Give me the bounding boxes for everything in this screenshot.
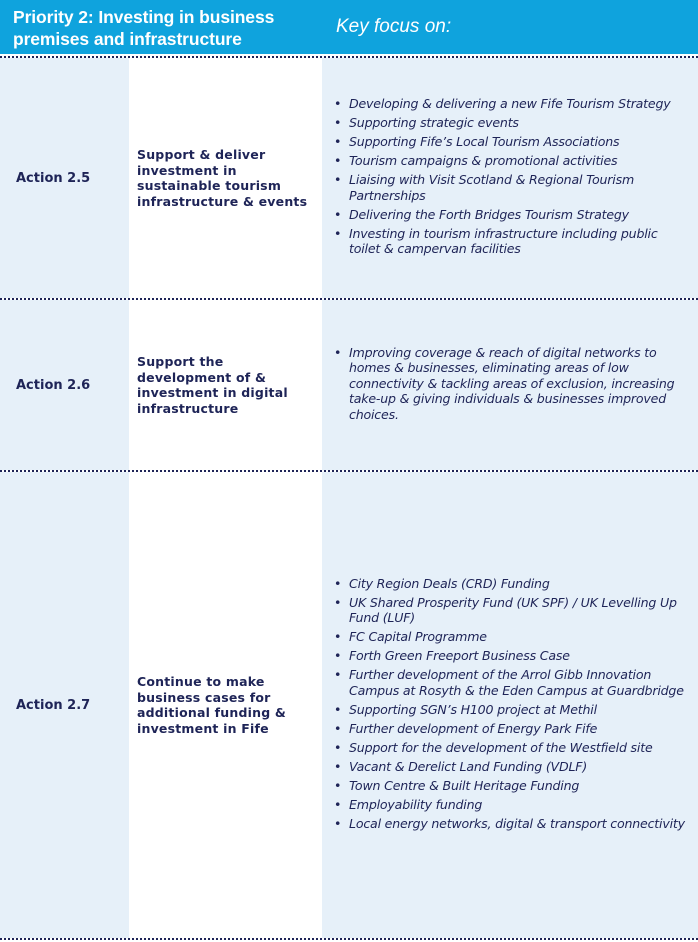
focus-item: • Local energy networks, digital & transport connectivity — [349, 816, 688, 832]
focus-item: • UK Shared Prosperity Fund (UK SPF) / UK Levelling Up Fund (LUF) — [349, 595, 688, 626]
focus-cell — [322, 58, 698, 298]
priority-title: Priority 2: Investing in business premises and infrastructure — [13, 7, 275, 49]
focus-item: • Further development of the Arrol Gibb Innovation Campus at Rosyth & the Eden Campus at Guardbridge — [349, 667, 688, 698]
action-label: Action 2.6 — [16, 377, 91, 393]
action-label: Action 2.7 — [16, 697, 91, 713]
action-description-cell — [129, 58, 322, 298]
focus-item: • Liaising with Visit Scotland & Regional Tourism Partnerships — [349, 172, 688, 203]
focus-list — [322, 345, 698, 426]
action-label-cell — [0, 58, 129, 298]
focus-item: • Developing & delivering a new Fife Tourism Strategy — [349, 96, 688, 112]
action-label-cell — [0, 472, 129, 938]
action-description: Support the development of & investment in digital infrastructure — [137, 354, 288, 416]
table-header — [0, 0, 698, 54]
action-description-cell — [129, 300, 322, 470]
focus-cell — [322, 300, 698, 470]
key-focus-label: Key focus on: — [336, 16, 452, 37]
action-row-2-5 — [0, 56, 698, 298]
action-description: Continue to make business cases for additional funding & investment in Fife — [137, 674, 287, 736]
action-label: Action 2.5 — [16, 170, 91, 186]
focus-item: • Vacant & Derelict Land Funding (VDLF) — [349, 759, 688, 775]
focus-item: • Forth Green Freeport Business Case — [349, 648, 688, 664]
focus-item: • Supporting Fife’s Local Tourism Associations — [349, 134, 688, 150]
action-label-cell — [0, 300, 129, 470]
action-description-cell — [129, 472, 322, 938]
focus-item: • Employability funding — [349, 797, 688, 813]
focus-item: • Supporting strategic events — [349, 115, 688, 131]
focus-item: • FC Capital Programme — [349, 629, 688, 645]
action-row-2-7 — [0, 470, 698, 938]
focus-item: • Support for the development of the Westfield site — [349, 740, 688, 756]
focus-item: • Delivering the Forth Bridges Tourism Strategy — [349, 207, 688, 223]
focus-item: • Town Centre & Built Heritage Funding — [349, 778, 688, 794]
focus-item: • Investing in tourism infrastructure including public toilet & campervan facilities — [349, 226, 688, 257]
focus-list — [322, 96, 698, 260]
focus-list — [322, 576, 698, 835]
focus-cell — [322, 472, 698, 938]
focus-item: • Supporting SGN’s H100 project at Methil — [349, 702, 688, 718]
focus-item: • Improving coverage & reach of digital networks to homes & businesses, eliminating areas of low connectivity & tackling areas of exclusion, increasing take-up & giving individuals & businesses improved choices. — [349, 345, 688, 423]
focus-item: • Tourism campaigns & promotional activities — [349, 153, 688, 169]
action-row-2-6 — [0, 298, 698, 470]
focus-item: • Further development of Energy Park Fife — [349, 721, 688, 737]
action-description: Support & deliver investment in sustainable tourism infrastructure & events — [137, 147, 308, 209]
focus-item: • City Region Deals (CRD) Funding — [349, 576, 688, 592]
bottom-dotted-rule — [0, 938, 698, 940]
